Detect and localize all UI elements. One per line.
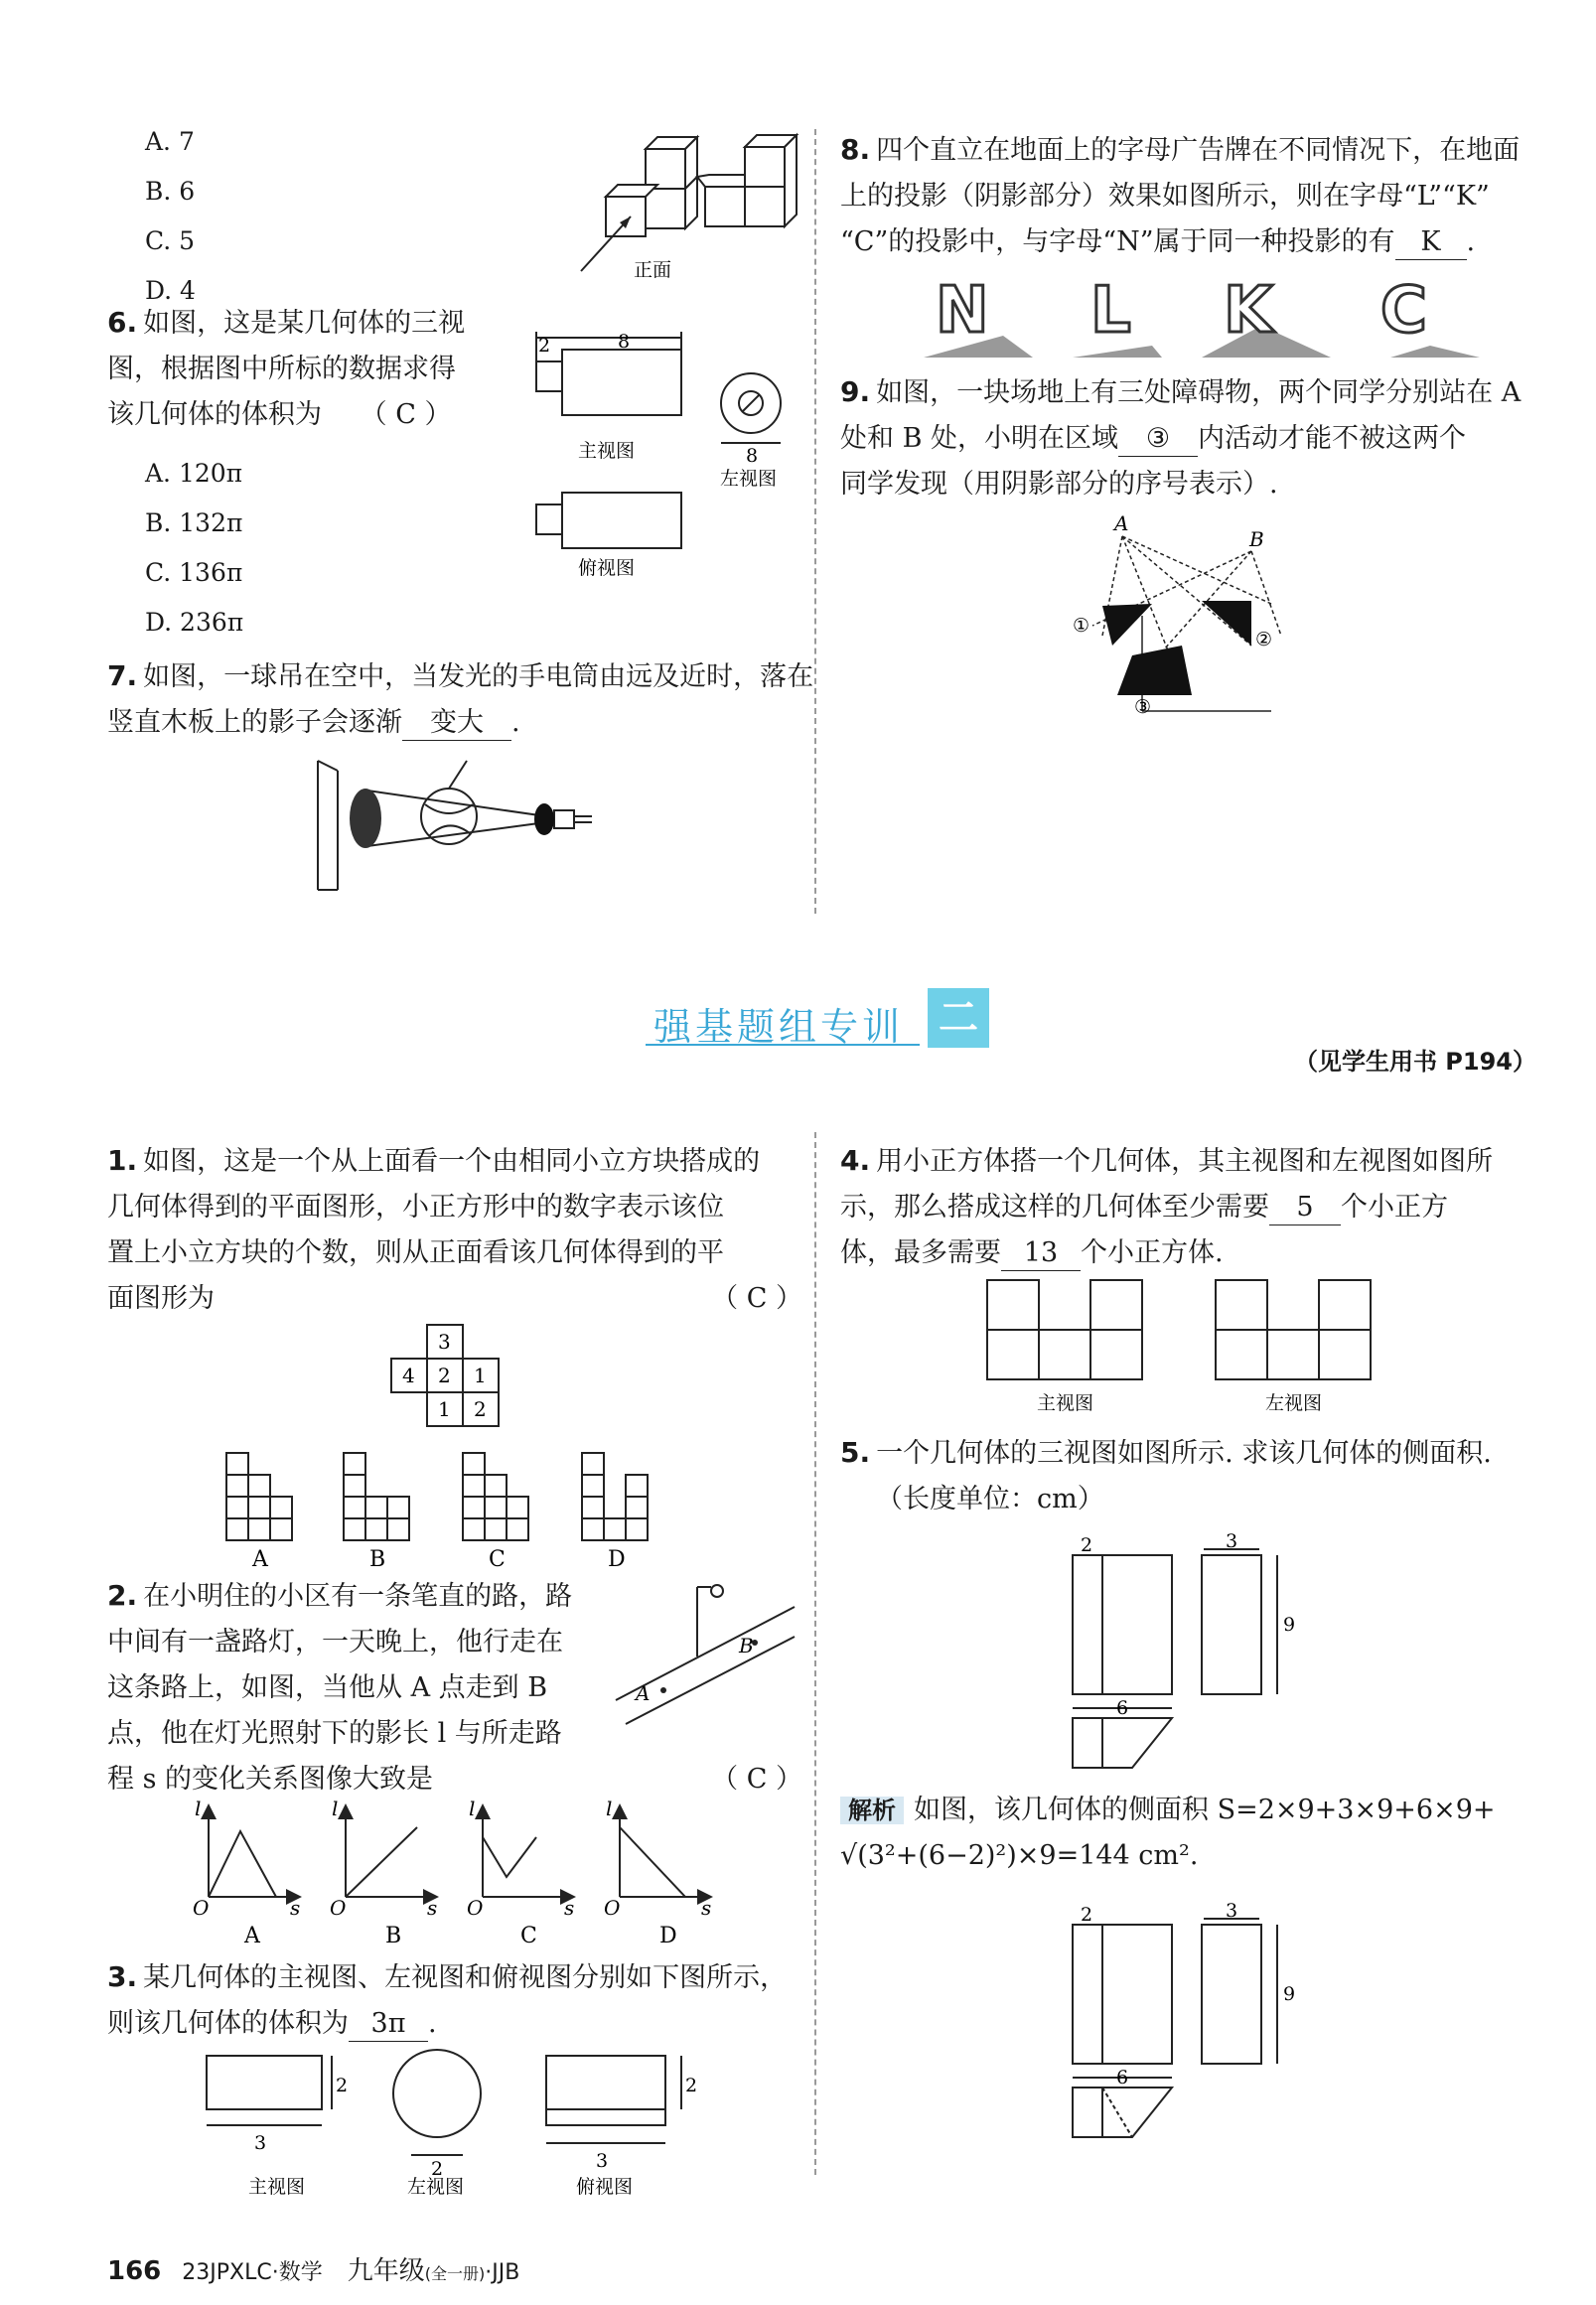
s4-number: 4. — [840, 1144, 871, 1177]
s2-graph-d-o: O — [604, 1896, 621, 1920]
s2-graph-c-l: l — [469, 1797, 476, 1820]
s2-choice-d: D — [659, 1924, 677, 1948]
section-badge: 二 — [928, 988, 989, 1048]
s2-text-line-3: 这条路上，如图，当他从 A 点走到 B — [107, 1672, 548, 1703]
s4-answer-1: 5 — [1269, 1191, 1341, 1225]
s5-text-line-1: 一个几何体的三视图如图所示. 求该几何体的侧面积. — [876, 1438, 1492, 1469]
s1-grid-2b: 2 — [474, 1397, 487, 1421]
s2-graph-b-s: s — [427, 1896, 438, 1920]
s3-main-label: 主视图 — [248, 2176, 306, 2198]
s4-text-line-2b: 个小正方 — [1341, 1192, 1448, 1223]
s4-text-line-3b: 个小正方体. — [1081, 1237, 1224, 1268]
s2-text-line-1: 在小明住的小区有一条笔直的路，路 — [143, 1581, 573, 1612]
q6-number: 6. — [107, 306, 138, 339]
s2-graph-a-o: O — [193, 1896, 210, 1920]
s4-text-line-2a: 示，那么搭成这样的几何体至少需要 — [840, 1192, 1269, 1223]
s3-text-line-2: 则该几何体的体积为 — [107, 2008, 349, 2039]
q6-text-line-1: 如图，这是某几何体的三视 — [143, 308, 466, 339]
s1-choices — [220, 1445, 667, 1572]
s5-analysis-dim-9: 9 — [1283, 1983, 1296, 2005]
column-divider-bottom — [814, 1132, 816, 2175]
s3-three-views — [199, 2046, 715, 2198]
q9-point-b: B — [1249, 527, 1264, 551]
q8-letter-shadows — [914, 266, 1490, 365]
q6-top-view-label: 俯视图 — [578, 557, 636, 579]
q7-number: 7. — [107, 659, 138, 692]
q9-text-line-2a: 处和 B 处，小明在区域 — [840, 423, 1119, 454]
q7-text-line-2: 竖直木板上的影子会逐渐 — [107, 707, 402, 738]
s1-choice-b: B — [369, 1547, 386, 1572]
s1-stem: 1. 如图，这是一个从上面看一个由相同小立方块搭成的 几何体得到的平面图形，小正方形中的数字表示该位 置上小立方块的个数，则从正面看该几何体得到的平 面图形为 （ C ） — [107, 1144, 802, 1314]
q5-option-a: A. 7 — [145, 127, 195, 156]
footer-grade: 九年级 — [347, 2256, 425, 2286]
s5-analysis-dim-6: 6 — [1116, 2067, 1129, 2089]
s2-point-a: A — [636, 1681, 651, 1705]
q9-text-line-3: 同学发现（用阴影部分的序号表示）. — [840, 469, 1278, 500]
q7-flashlight-figure — [308, 751, 596, 900]
s2-text-line-2: 中间有一盏路灯，一天晚上，他行走在 — [107, 1627, 563, 1657]
section-reference: （见学生用书 P194） — [1293, 1048, 1536, 1076]
s3-dim-3a: 3 — [254, 2132, 267, 2154]
s5-views — [1063, 1530, 1301, 1774]
s5-number: 5. — [840, 1436, 871, 1469]
q9-point-a: A — [1114, 511, 1129, 535]
s2-graph-a-l: l — [195, 1797, 202, 1820]
q5-option-d: D. 4 — [145, 276, 196, 305]
q6-option-b: B. 132π — [145, 508, 243, 537]
s1-text-line-3: 置上小立方块的个数，则从正面看该几何体得到的平 — [107, 1237, 724, 1268]
s2-choice-b: B — [385, 1924, 402, 1948]
q9-stem — [840, 369, 1555, 507]
q8-text-line-3: “C”的投影中，与字母“N”属于同一种投影的有 — [840, 226, 1395, 257]
s5-text-line-2: （长度单位：cm） — [876, 1484, 1104, 1514]
q8-period: . — [1466, 226, 1476, 257]
q6-dim-8b: 8 — [746, 445, 759, 467]
q9-region-2: ② — [1255, 629, 1273, 650]
s1-number: 1. — [107, 1144, 138, 1177]
s2-number: 2. — [107, 1579, 138, 1612]
s3-top-label: 俯视图 — [576, 2176, 634, 2198]
column-divider-top — [814, 129, 816, 914]
q9-region-1: ① — [1073, 615, 1090, 637]
q5-cube-figure — [586, 127, 814, 286]
s3-dim-2c: 2 — [685, 2075, 698, 2096]
s4-stem — [840, 1138, 1555, 1276]
q6-option-c: C. 136π — [145, 558, 243, 587]
s4-left-label: 左视图 — [1265, 1392, 1323, 1414]
s5-analysis-tag: 解析 — [840, 1797, 904, 1824]
s1-choice-c: C — [489, 1547, 506, 1572]
s3-dim-2b: 2 — [431, 2158, 444, 2180]
s5-dim-6: 6 — [1116, 1697, 1129, 1719]
s2-text-line-5: 程 s 的变化关系图像大致是 — [107, 1764, 434, 1795]
footer-edition: ·JJB — [485, 2260, 520, 2285]
footer-code: 23JPXLC·数学 — [182, 2260, 323, 2285]
q5-front-label: 正面 — [634, 259, 672, 281]
s1-text-line-1: 如图，这是一个从上面看一个由相同小立方块搭成的 — [143, 1146, 761, 1177]
q8-answer: K — [1395, 225, 1467, 260]
s2-text-line-4: 点，他在灯光照射下的影长 l 与所走路 — [107, 1718, 562, 1749]
q8-text-line-2: 上的投影（阴影部分）效果如图所示，则在字母“L”“K” — [840, 181, 1490, 212]
s5-dim-9: 9 — [1283, 1614, 1296, 1636]
s3-answer: 3π — [349, 2007, 428, 2042]
s1-choice-a: A — [252, 1547, 268, 1572]
s2-answer: C — [746, 1764, 768, 1795]
s4-main-label: 主视图 — [1037, 1392, 1094, 1414]
q7-stem — [107, 653, 822, 746]
q7-period: . — [511, 707, 520, 738]
q9-number: 9. — [840, 375, 871, 408]
s3-left-label: 左视图 — [407, 2176, 465, 2198]
s2-graph-b-o: O — [330, 1896, 347, 1920]
footer-volume: (全一册) — [424, 2264, 486, 2283]
s1-text-line-4: 面图形为 — [107, 1283, 215, 1314]
page-number: 166 — [107, 2256, 162, 2286]
s2-stem: 2. 在小明住的小区有一条笔直的路，路 中间有一盏路灯，一天晚上，他行走在 这条路上，如图，当他从 A 点走到 B 点，他在灯光照射下的影长 l 与所走路 程 s 的变化关系图像大致是 （ C ） — [107, 1579, 802, 1795]
q6-stem: 6. 如图，这是某几何体的三视 图，根据图中所标的数据求得 该几何体的体积为 （ C ） — [107, 300, 524, 438]
q6-options — [145, 449, 243, 648]
q8-text-line-1: 四个直立在地面上的字母广告牌在不同情况下，在地面 — [876, 135, 1521, 166]
section-header — [646, 988, 1003, 1052]
q6-dim-8: 8 — [618, 331, 631, 353]
s5-stem — [840, 1430, 1555, 1522]
s1-text-line-2: 几何体得到的平面图形，小正方形中的数字表示该位 — [107, 1192, 724, 1223]
s1-grid-1b: 1 — [438, 1397, 451, 1421]
q5-options — [145, 117, 196, 316]
s2-graph-a-s: s — [290, 1896, 301, 1920]
s3-period: . — [428, 2008, 437, 2039]
s2-graph-d-s: s — [701, 1896, 712, 1920]
q6-option-a: A. 120π — [145, 459, 243, 488]
s5-analysis-dim-3: 3 — [1226, 1900, 1238, 1922]
s2-road-figure — [616, 1577, 804, 1726]
s2-point-b: B — [739, 1634, 754, 1657]
s5-analysis-views — [1063, 1900, 1301, 2143]
section-underline — [646, 1044, 920, 1046]
s2-graph-c-o: O — [467, 1896, 484, 1920]
s1-choice-d: D — [608, 1547, 626, 1572]
section-title: 强基题组专训 — [653, 1005, 905, 1049]
s4-text-line-1: 用小正方体搭一个几何体，其主视图和左视图如图所 — [876, 1146, 1494, 1177]
q6-dim-2: 2 — [538, 335, 551, 357]
s3-dim-3c: 3 — [596, 2150, 609, 2172]
s3-number: 3. — [107, 1960, 138, 1993]
s1-grid-2: 2 — [438, 1364, 451, 1387]
q6-left-view-label: 左视图 — [720, 468, 778, 490]
q5-option-c: C. 5 — [145, 226, 196, 255]
s2-graph-b-l: l — [332, 1797, 339, 1820]
s3-stem — [107, 1954, 822, 2047]
q7-text-line-1: 如图，一球吊在空中，当发光的手电筒由远及近时，落在 — [143, 661, 814, 692]
q8-letter-k: K — [1224, 274, 1273, 348]
s5-analysis-line-1: 如图，该几何体的侧面积 S=2×9+3×9+6×9+ — [914, 1795, 1496, 1825]
s1-answer: C — [746, 1283, 768, 1314]
q9-text-line-1: 如图，一块场地上有三处障碍物，两个同学分别站在 A — [876, 377, 1522, 408]
s5-dim-3: 3 — [1226, 1530, 1238, 1552]
s5-analysis-line-2: √(3²+(6−2)²)×9=144 cm². — [840, 1840, 1199, 1871]
q7-answer: 变大 — [402, 706, 511, 741]
footer — [107, 2250, 519, 2287]
q6-three-views — [516, 328, 814, 586]
s1-grid-3: 3 — [438, 1330, 451, 1354]
s5-analysis-dim-2: 2 — [1081, 1904, 1093, 1926]
s2-graph-c-s: s — [564, 1896, 575, 1920]
s1-grid-4: 4 — [402, 1364, 415, 1387]
q9-region-3: ③ — [1134, 696, 1152, 718]
q9-text-line-2b: 内活动才能不被这两个 — [1198, 423, 1467, 454]
q9-answer: ③ — [1118, 422, 1198, 457]
s3-dim-2a: 2 — [336, 2075, 349, 2096]
s3-text-line-1: 某几何体的主视图、左视图和俯视图分别如下图所示， — [143, 1962, 788, 1993]
q6-answer: C — [395, 399, 416, 430]
q5-option-b: B. 6 — [145, 177, 196, 206]
q6-text-line-2: 图，根据图中所标的数据求得 — [107, 354, 456, 384]
q8-number: 8. — [840, 133, 871, 166]
q6-text-line-3: 该几何体的体积为 — [107, 399, 322, 430]
q9-field-figure — [1073, 511, 1291, 718]
s4-answer-2: 13 — [1001, 1236, 1081, 1271]
s4-views — [983, 1276, 1380, 1415]
s5-dim-2: 2 — [1081, 1534, 1093, 1556]
q8-letter-c: C — [1380, 274, 1427, 348]
s5-analysis — [840, 1788, 1555, 1879]
s2-graph-choices — [189, 1798, 745, 1946]
q8-stem — [840, 127, 1555, 265]
q6-main-view-label: 主视图 — [578, 440, 636, 462]
q8-letter-n: N — [936, 274, 989, 348]
s2-choice-c: C — [520, 1924, 537, 1948]
s1-top-view-grid — [377, 1321, 516, 1430]
s1-grid-1: 1 — [474, 1364, 487, 1387]
s4-text-line-3a: 体，最多需要 — [840, 1237, 1001, 1268]
s2-graph-d-l: l — [606, 1797, 613, 1820]
q8-letter-l: L — [1090, 274, 1131, 348]
q6-option-d: D. 236π — [145, 608, 244, 637]
s2-choice-a: A — [244, 1924, 260, 1948]
